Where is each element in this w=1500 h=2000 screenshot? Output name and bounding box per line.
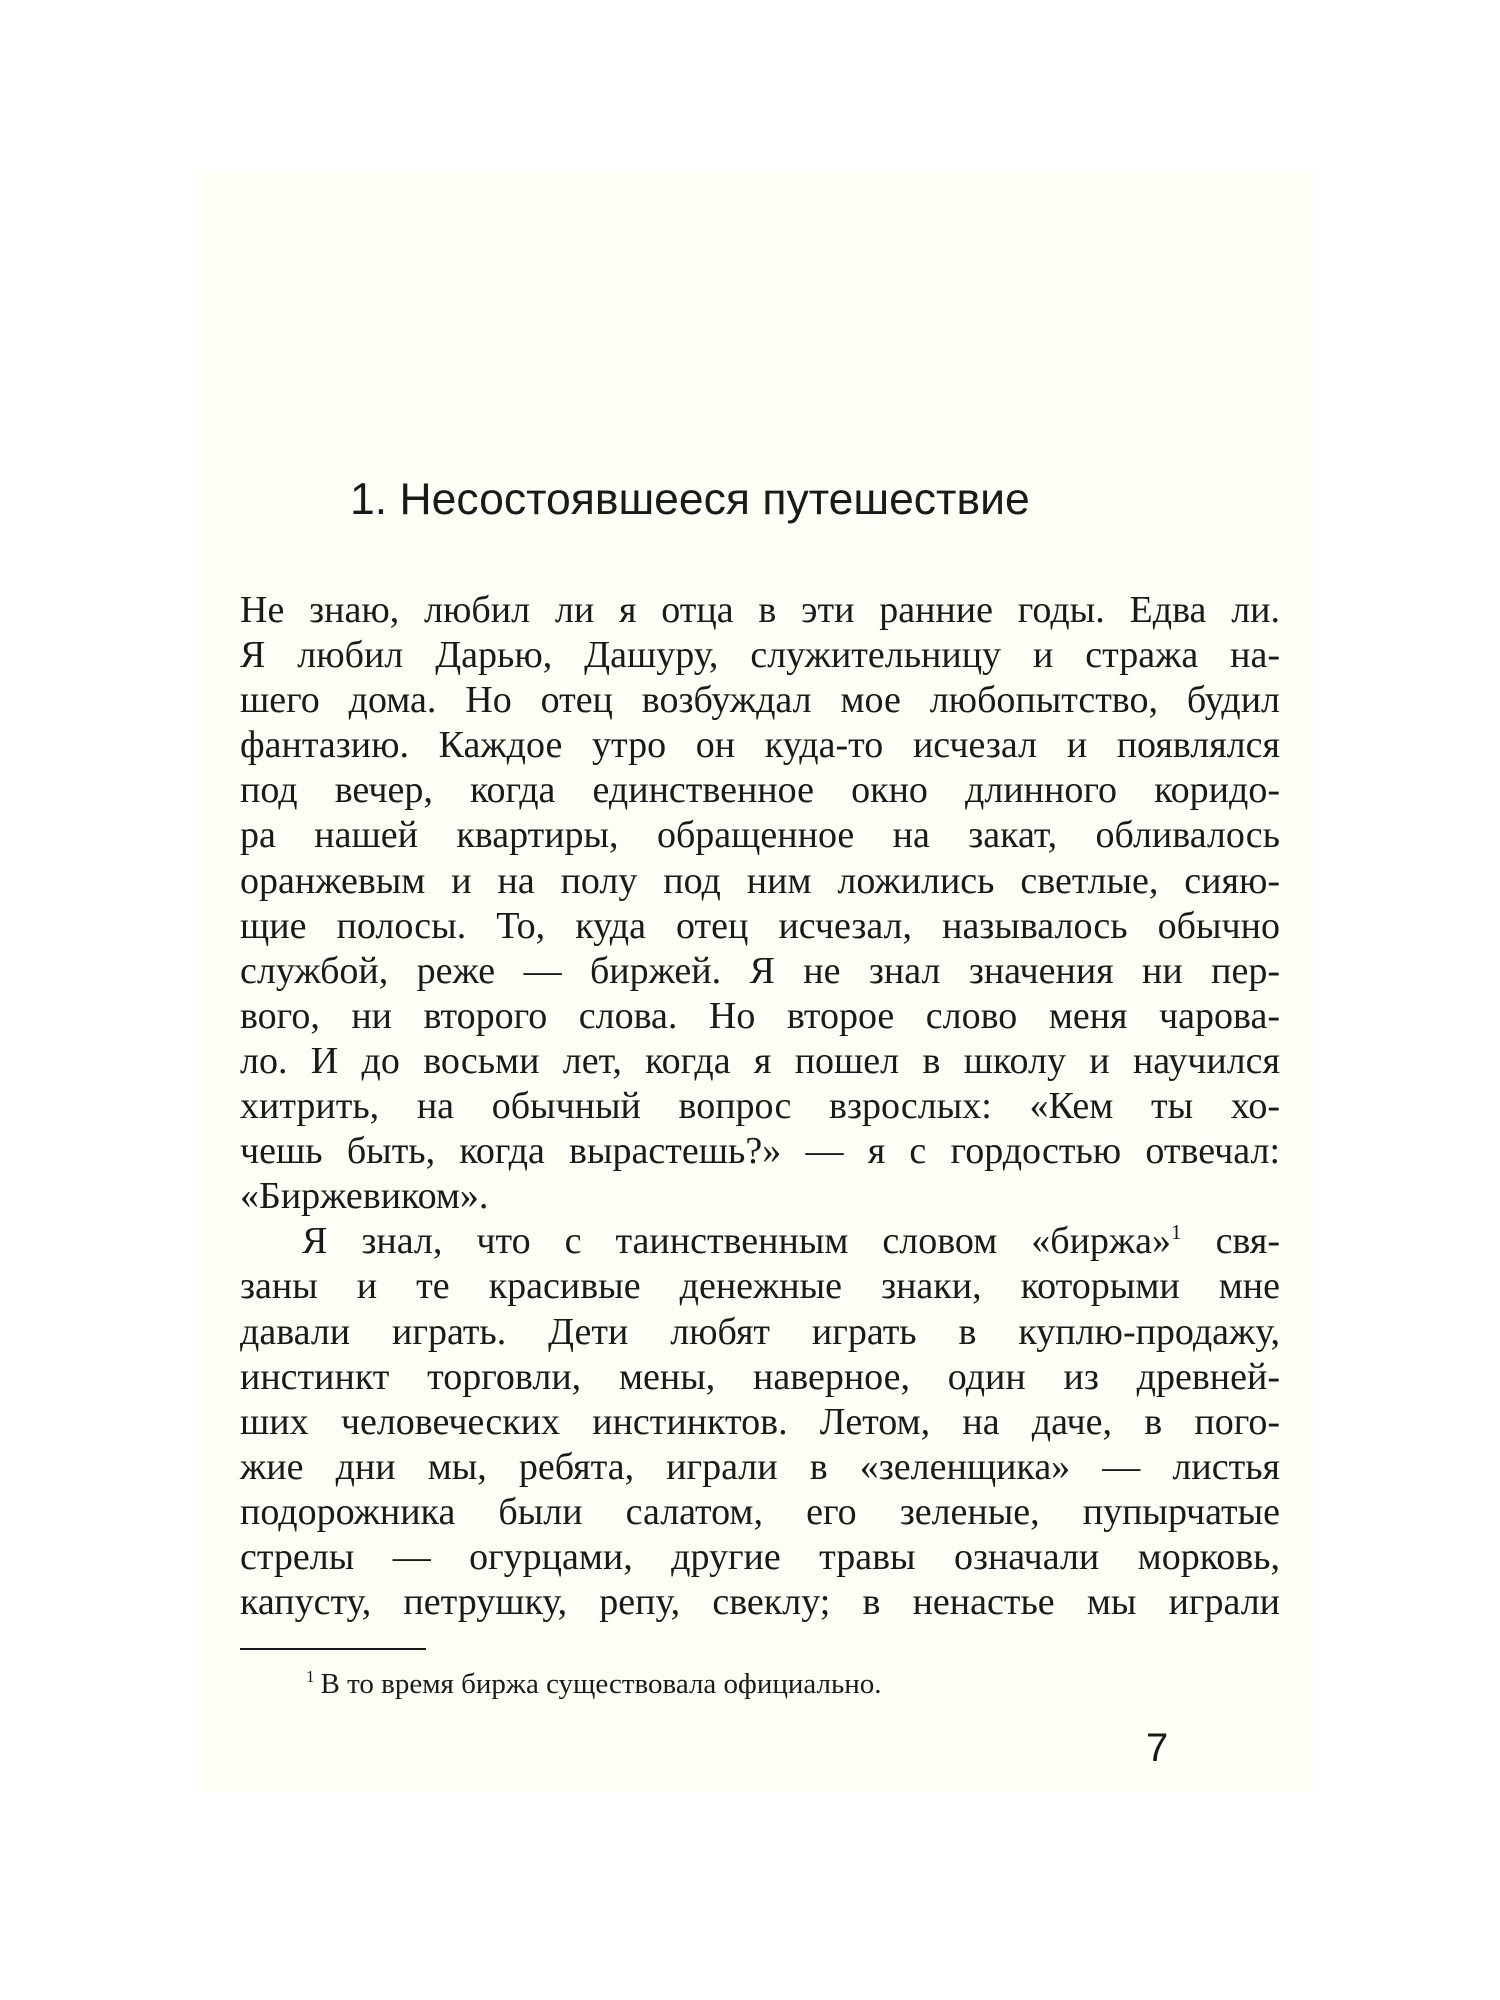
text-line: стрелы — огурцами, другие травы означали морковь, — [240, 1535, 1280, 1578]
footnote-mark: 1 — [306, 1667, 315, 1686]
text-line: заны и те красивые денежные знаки, которыми мне — [240, 1265, 1280, 1308]
footnote-text: В то время биржа существовала официально. — [320, 1668, 882, 1700]
page-number: 7 — [1146, 1726, 1169, 1770]
text-line: жие дни мы, ребята, играли в «зеленщика» — листья — [240, 1445, 1280, 1488]
text-line: чешь быть, когда вырастешь?» — я с гордостью отвечал: — [240, 1130, 1280, 1173]
footnote-reference[interactable]: 1 — [1171, 1220, 1182, 1245]
text-line: Я любил Дарью, Дашуру, служительницу и стража на- — [240, 634, 1280, 677]
text-line: вого, ни второго слова. Но второе слово меня чарова- — [240, 994, 1280, 1037]
text-line: под вечер, когда единственное окно длинного коридо- — [240, 769, 1280, 812]
text-line: оранжевым и на полу под ним ложились светлые, сияю- — [240, 859, 1280, 902]
body-text — [240, 588, 1280, 1625]
text-line: подорожника были салатом, его зеленые, пупырчатые — [240, 1490, 1280, 1533]
text-line: давали играть. Дети любят играть в куплю-продажу, — [240, 1310, 1280, 1353]
text-line: ших человеческих инстинктов. Летом, на даче, в пого- — [240, 1400, 1280, 1443]
text-line: «Биржевиком». — [240, 1175, 489, 1218]
text-line: щие полосы. То, куда отец исчезал, называлось обычно — [240, 904, 1280, 947]
text-line-with-footnote-ref — [240, 1219, 1280, 1264]
text-segment: свя- — [1215, 1220, 1281, 1263]
footnote — [306, 1666, 882, 1702]
text-line: инстинкт торговли, мены, наверное, один из древней- — [240, 1355, 1280, 1398]
text-segment: Я знал, что с таинственным словом «биржа» — [302, 1220, 1172, 1263]
text-line: хитрить, на обычный вопрос взрослых: «Кем ты хо- — [240, 1085, 1280, 1128]
footnote-divider — [240, 1648, 426, 1650]
text-line: службой, реже — биржей. Я не знал значения ни пер- — [240, 949, 1280, 992]
chapter-title: 1. Несостоявшееся путешествие — [350, 475, 1030, 524]
text-line: фантазию. Каждое утро он куда-то исчезал и появлялся — [240, 724, 1280, 767]
text-line: шего дома. Но отец возбуждал мое любопытство, будил — [240, 679, 1280, 722]
text-line: капусту, петрушку, репу, свеклу; в ненастье мы играли — [240, 1581, 1280, 1624]
text-line: ло. И до восьми лет, когда я пошел в школу и научился — [240, 1039, 1280, 1082]
text-line: Не знаю, любил ли я отца в эти ранние годы. Едва ли. — [240, 589, 1280, 631]
text-line: ра нашей квартиры, обращенное на закат, обливалось — [240, 814, 1280, 857]
